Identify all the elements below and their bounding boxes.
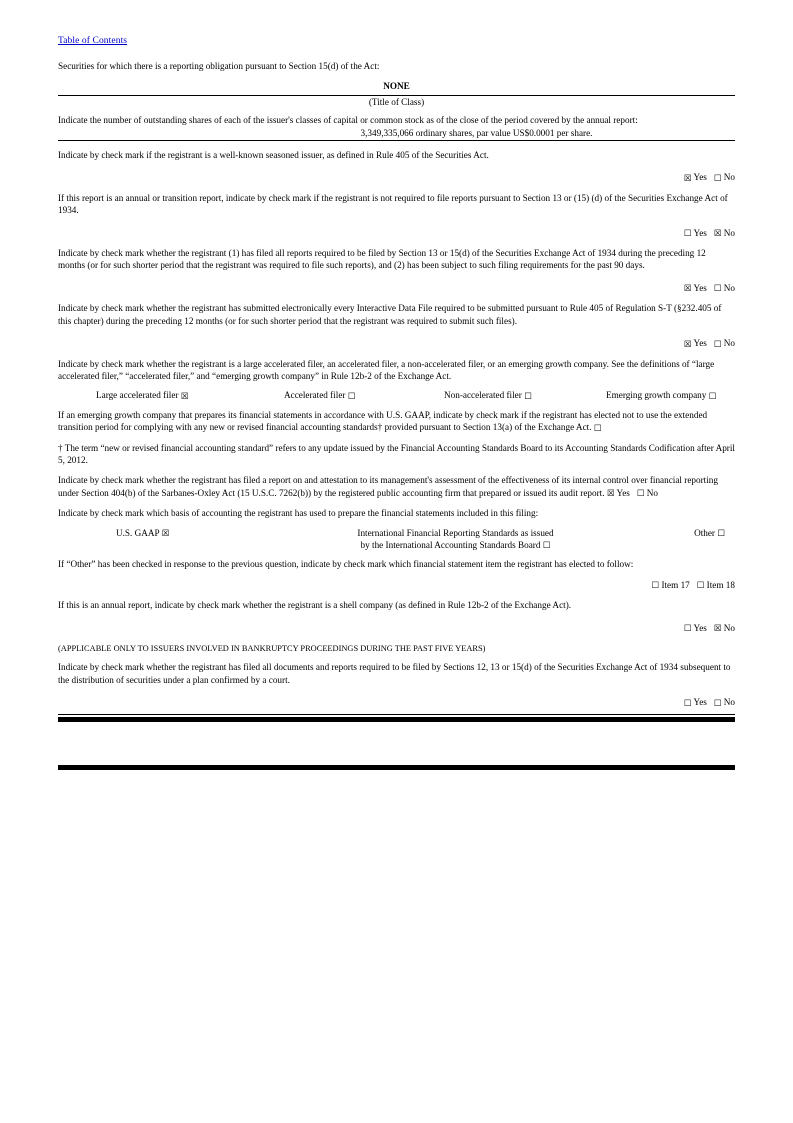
accounting-basis-other-checkbox[interactable]: ☐ <box>717 529 725 540</box>
bankruptcy-section-heading: (APPLICABLE ONLY TO ISSUERS INVOLVED IN BANKRUPTCY PROCEEDINGS DURING THE PAST FIVE YEARS) <box>58 644 486 653</box>
new-accounting-standard-footnote: † The term “new or revised financial accounting standard” refers to any update issued by the Financial Accounting Standards Board to its Accounting Standards Codification after April 5, 2012. <box>58 442 735 465</box>
filer-status-options <box>58 389 735 401</box>
shell-company-no-label: No <box>723 622 735 633</box>
shell-company-answer <box>58 622 735 634</box>
internal-control-attestation-question <box>58 474 735 499</box>
not-required-to-file-answer <box>58 227 735 239</box>
wksi-yes-checkbox[interactable]: ☒ <box>683 173 692 184</box>
wksi-yes-label: Yes <box>693 172 707 183</box>
accounting-basis-us-gaap-label: U.S. GAAP <box>116 527 160 538</box>
other-item-question: If “Other” has been checked in response to the previous question, indicate by check mark which financial statement item the registrant has elected to follow: <box>58 559 634 570</box>
interactive-data-file-question: Indicate by check mark whether the registrant has submitted electronically every Interactive Data File required to be submitted pursuant to Rule 405 of Regulation S-T (§232.405 of this chapter) during the preceding 12 months (or for such shorter period that the registrant was required to submit such files). <box>58 303 722 326</box>
well-known-seasoned-issuer-answer <box>58 171 735 183</box>
accounting-basis-us-gaap[interactable] <box>116 527 306 552</box>
filed-reports-no-label: No <box>723 282 735 293</box>
title-of-class-value: NONE <box>383 81 410 92</box>
shell-company-yes-checkbox[interactable]: ☐ <box>683 624 692 635</box>
outstanding-shares-value: 3,349,335,066 ordinary shares, par value US$0.0001 per share. <box>360 127 593 138</box>
filer-option-non-accelerated-label: Non-accelerated filer <box>444 390 522 401</box>
item-17-checkbox[interactable]: ☐ <box>651 581 660 592</box>
not-required-to-file-question: If this report is an annual or transition report, indicate by check mark if the registrant is not required to file reports pursuant to Section 13 or (15) (d) of the Securities Exchange Act of 1934. <box>58 192 728 216</box>
filer-option-accelerated-label: Accelerated filer <box>284 390 346 401</box>
filer-option-non-accelerated-checkbox[interactable]: ☐ <box>524 391 532 402</box>
item-18-checkbox[interactable]: ☐ <box>696 581 705 592</box>
accounting-basis-ifrs-line1: International Financial Reporting Standards as issued <box>357 527 554 538</box>
filer-option-large-accelerated-label: Large accelerated filer <box>96 390 179 401</box>
bankruptcy-no-label: No <box>723 697 735 708</box>
filer-option-non-accelerated[interactable] <box>444 389 606 401</box>
accounting-basis-other-label: Other <box>694 527 715 538</box>
filed-all-reports-answer <box>58 282 735 294</box>
emerging-growth-transition-checkbox[interactable]: ☐ <box>593 423 602 434</box>
filed-reports-no-checkbox[interactable]: ☐ <box>713 284 722 295</box>
other-item-answer <box>58 579 735 591</box>
not-required-yes-checkbox[interactable]: ☐ <box>683 229 692 240</box>
outstanding-shares-statement: Indicate the number of outstanding shares of each of the issuer's classes of capital or common stock as of the close of the period covered by the annual report: <box>58 115 638 126</box>
accounting-basis-question: Indicate by check mark which basis of accounting the registrant has used to prepare the financial statements included in this filing: <box>58 508 539 519</box>
interactive-data-file-answer <box>58 337 735 349</box>
securities-15d-statement: Securities for which there is a reporting obligation pursuant to Section 15(d) of the Act: <box>58 61 380 71</box>
internal-control-attestation-text: Indicate by check mark whether the registrant has filed a report on and attestation to its management's assessment of the effectiveness of its internal control over financial reporting under Section 404(b) of the Sarbanes-Oxley Act (15 U.S.C. 7262(b)) by the registered public accounting firm that prepared or issued its audit report. <box>58 475 718 498</box>
shell-company-question: If this is an annual report, indicate by check mark whether the registrant is a shell company (as defined in Rule 12b-2 of the Exchange Act). <box>58 600 572 611</box>
interactive-data-no-checkbox[interactable]: ☐ <box>713 339 722 350</box>
filed-reports-yes-label: Yes <box>693 282 707 293</box>
accounting-basis-options <box>58 527 735 552</box>
internal-control-yes-label: Yes <box>616 487 630 498</box>
wksi-no-checkbox[interactable]: ☐ <box>713 173 722 184</box>
filed-all-reports-question: Indicate by check mark whether the registrant (1) has filed all reports required to be filed by Section 13 or 15(d) of the Securities Exchange Act of 1934 during the preceding 12 months (or for such shorter period that the registrant was required to file such reports), and (2) has been subject to such filing requirements for the past 90 days. <box>58 248 706 271</box>
internal-control-no-label: No <box>646 487 659 498</box>
accounting-basis-ifrs[interactable] <box>306 527 605 552</box>
footer-thick-rule-bottom <box>58 765 735 770</box>
accounting-basis-ifrs-line2-wrap <box>306 539 605 551</box>
filer-status-question: Indicate by check mark whether the registrant is a large accelerated filer, an accelerated filer, a non-accelerated filer, or an emerging growth company. See the definitions of “large accelerated filer,” “accelerated filer,” and “emerging growth company” in Rule 12b-2 of the Exchange Act. <box>58 358 715 381</box>
not-required-no-label: No <box>723 227 735 238</box>
accounting-basis-ifrs-line2: by the International Accounting Standards Board <box>360 539 541 550</box>
filer-option-large-accelerated[interactable] <box>96 389 284 401</box>
shell-company-yes-label: Yes <box>693 622 707 633</box>
accounting-basis-other[interactable] <box>605 527 725 552</box>
filed-reports-yes-checkbox[interactable]: ☒ <box>683 284 692 295</box>
bankruptcy-yes-checkbox[interactable]: ☐ <box>683 698 692 709</box>
bankruptcy-answer <box>58 696 735 708</box>
filer-option-large-accelerated-checkbox[interactable]: ☒ <box>180 391 189 402</box>
bankruptcy-no-checkbox[interactable]: ☐ <box>713 698 722 709</box>
bankruptcy-yes-label: Yes <box>693 697 707 708</box>
interactive-data-yes-label: Yes <box>693 338 707 349</box>
item-18-label: Item 18 <box>706 579 735 590</box>
shell-company-no-checkbox[interactable]: ☒ <box>713 624 722 635</box>
internal-control-no-checkbox[interactable]: ☐ <box>636 489 645 500</box>
filer-option-accelerated[interactable] <box>284 389 444 401</box>
internal-control-yes-checkbox[interactable]: ☒ <box>606 489 615 500</box>
bankruptcy-question: Indicate by check mark whether the registrant has filed all documents and reports required to be filed by Sections 12, 13 or 15(d) of the Securities Exchange Act of 1934 subsequent to the distribution of securities under a plan confirmed by a court. <box>58 662 731 685</box>
emerging-growth-transition-question <box>58 409 735 434</box>
item-17-label: Item 17 <box>661 579 690 590</box>
filer-option-emerging-growth[interactable] <box>606 389 716 401</box>
not-required-yes-label: Yes <box>693 227 707 238</box>
filer-option-emerging-growth-checkbox[interactable]: ☐ <box>708 391 717 402</box>
interactive-data-no-label: No <box>723 338 735 349</box>
filer-option-emerging-growth-label: Emerging growth company <box>606 390 707 401</box>
accounting-basis-ifrs-checkbox[interactable]: ☐ <box>542 541 551 552</box>
filer-option-accelerated-checkbox[interactable]: ☐ <box>347 391 356 402</box>
title-of-class-label: (Title of Class) <box>368 96 425 107</box>
well-known-seasoned-issuer-question: Indicate by check mark if the registrant is a well-known seasoned issuer, as defined in Rule 405 of the Securities Act. <box>58 150 489 161</box>
footer-rules <box>58 714 735 770</box>
wksi-no-label: No <box>723 172 735 183</box>
interactive-data-yes-checkbox[interactable]: ☒ <box>683 339 692 350</box>
accounting-basis-us-gaap-checkbox[interactable]: ☒ <box>161 529 170 540</box>
not-required-no-checkbox[interactable]: ☒ <box>713 229 722 240</box>
emerging-growth-transition-text: If an emerging growth company that prepares its financial statements in accordance with U.S. GAAP, indicate by check mark if the registrant has elected not to use the extended transition period for complying with any new or revised financial accounting standards† provided pursuant to Section 13(a) of the Exchange Act. <box>58 409 708 433</box>
table-of-contents-link[interactable]: Table of Contents <box>58 36 128 46</box>
